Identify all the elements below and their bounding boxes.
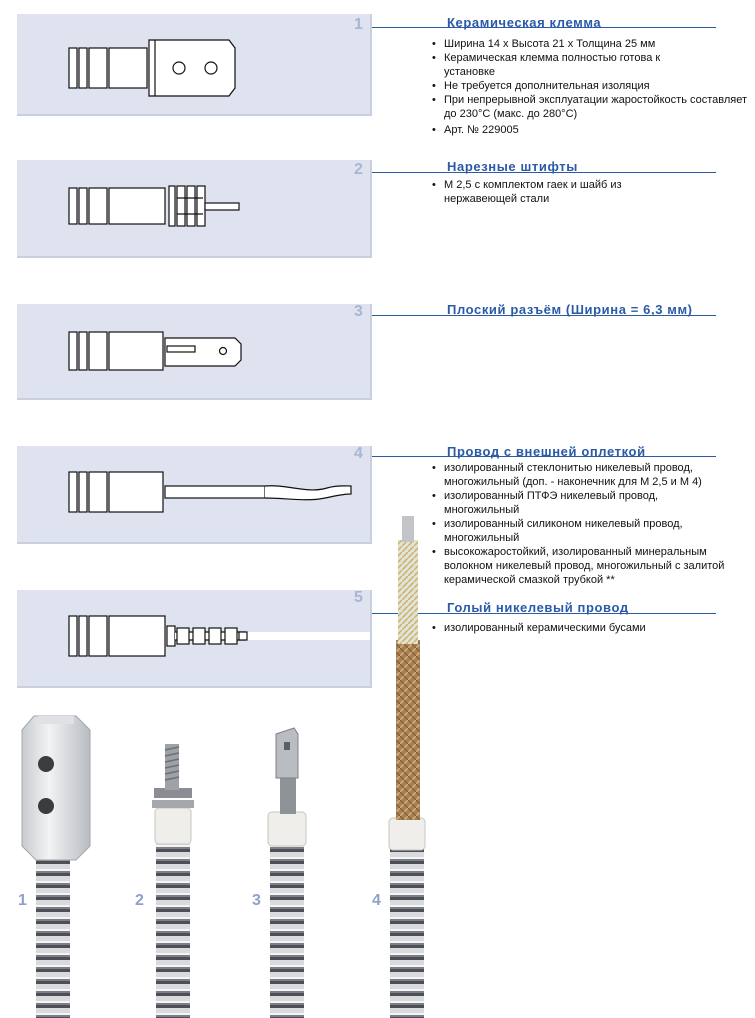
bullet-item: • Арт. № 229005 — [430, 123, 755, 137]
section-title-1: Керамическая клемма — [447, 15, 602, 30]
section-number-3: 3 — [354, 303, 363, 320]
section-number-5: 5 — [354, 589, 363, 606]
section-number-4: 4 — [354, 445, 363, 462]
section-title-3: Плоский разъём (Ширина = 6,3 мм) — [447, 302, 693, 317]
section-title-4: Провод с внешней оплеткой — [447, 444, 646, 459]
photo-label-2: 2 — [135, 892, 144, 909]
photo-label-4: 4 — [372, 892, 381, 909]
bullet-item: • Не требуется дополнительная изоляция — [430, 79, 755, 93]
bullet-item: • изолированный ПТФЭ никелевый провод, многожильный — [430, 489, 724, 517]
bullet-item: • высокожаростойкий, изолированный минеральным волокном никелевый провод, многожильный с залитой керамической смазкой трубкой ** — [430, 545, 752, 587]
photo-label-1: 1 — [18, 892, 27, 909]
photo-flat-connector — [268, 728, 306, 1018]
bullet-item: • изолированный силиконом никелевый провод, многожильный — [430, 517, 734, 545]
bullet-item: • Ширина 14 х Высота 21 х Толщина 25 мм — [430, 37, 755, 51]
bullet-item: • изолированный керамическими бусами — [430, 621, 730, 635]
photo-label-3: 3 — [252, 892, 261, 909]
photo-threaded-pin — [152, 744, 194, 1018]
section-title-5: Голый никелевый провод — [447, 600, 629, 615]
photo-ceramic-terminal — [22, 716, 90, 1018]
section-number-1: 1 — [354, 16, 363, 33]
section-title-2: Нарезные штифты — [447, 159, 578, 174]
bullet-item: • Керамическая клемма полностью готова к установке — [430, 51, 684, 79]
bullet-item: • М 2,5 с комплектом гаек и шайб из нержавеющей стали — [430, 178, 660, 206]
bullet-item: • изолированный стеклонитью никелевый провод, многожильный (доп. - наконечник для М 2,5 и М 4) — [430, 461, 752, 489]
photo-braided-wire — [389, 516, 425, 1018]
section-number-2: 2 — [354, 161, 363, 178]
bullet-item: • При непрерывной эксплуатации жаростойкость составляет до 230°C (макс. до 280°C) — [430, 93, 754, 121]
